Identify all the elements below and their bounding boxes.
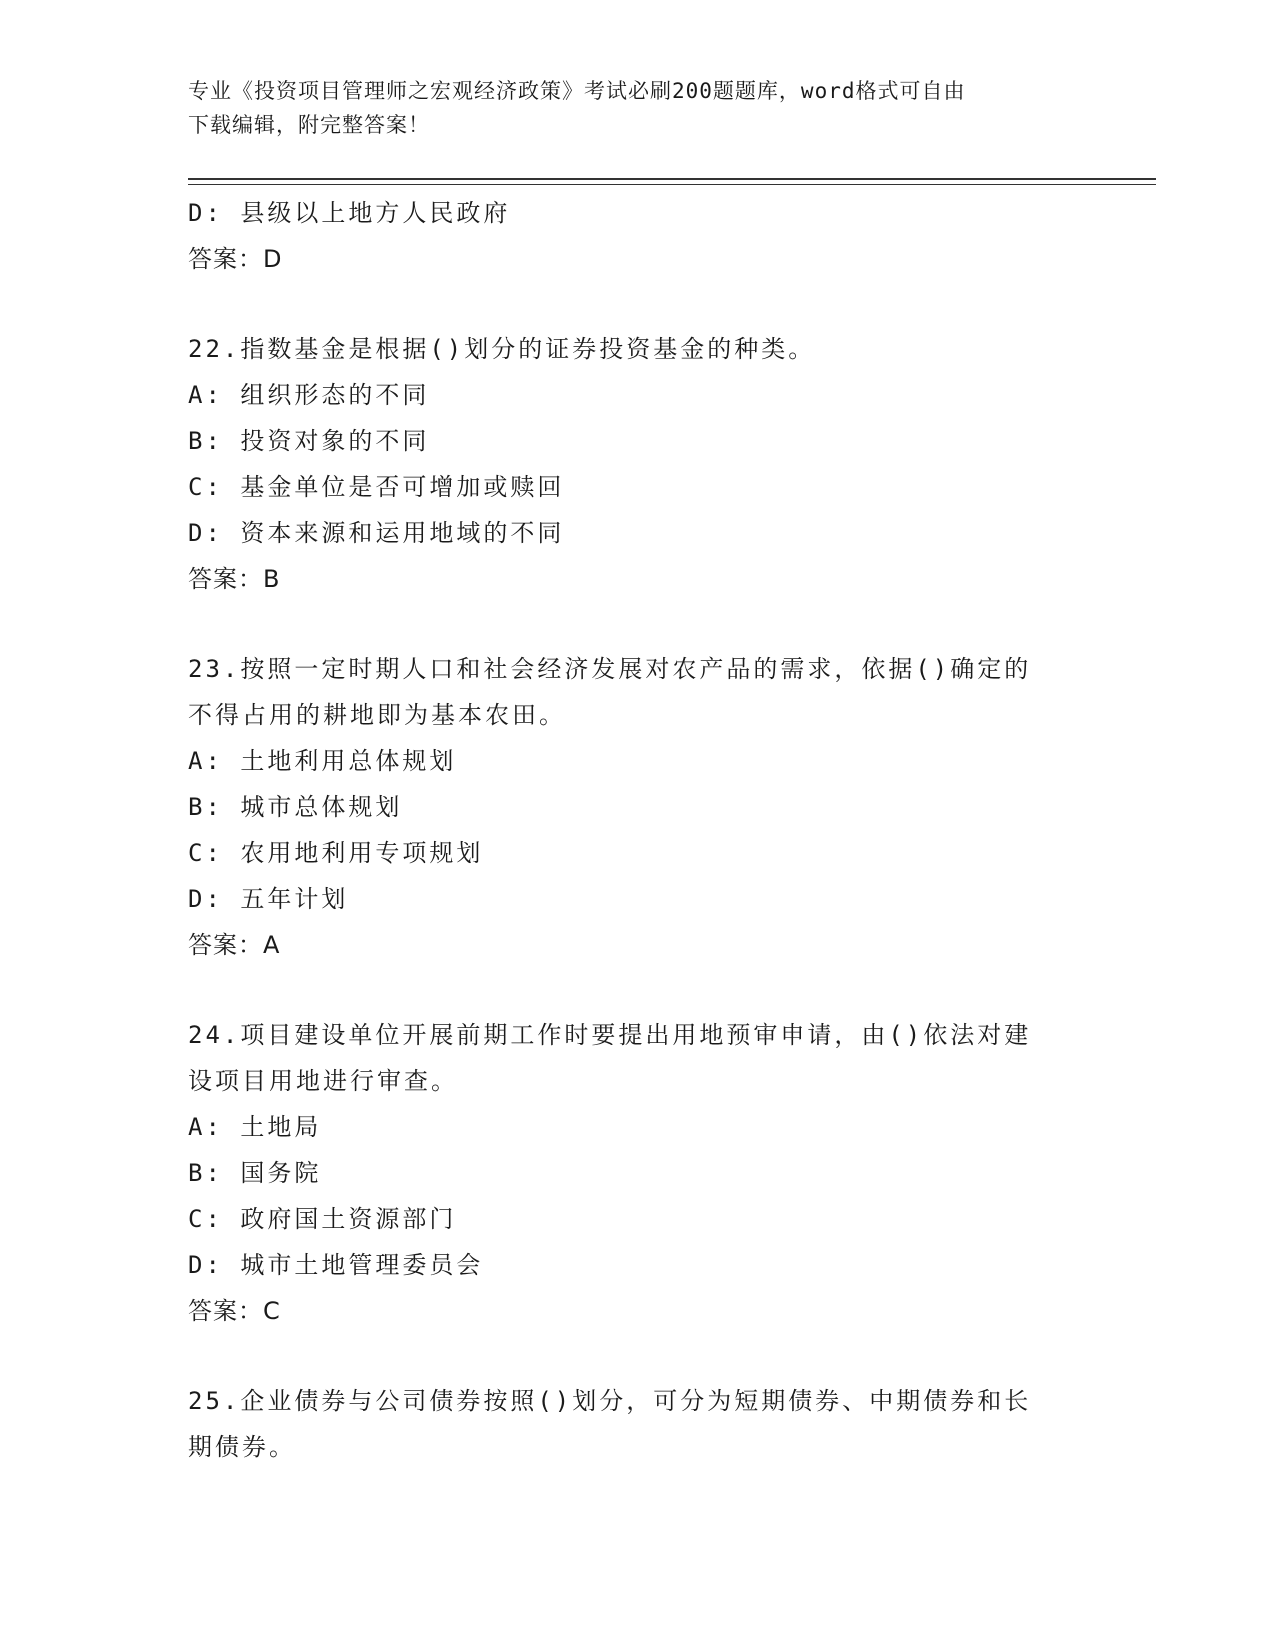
question-spacer bbox=[188, 968, 1088, 1012]
header-divider bbox=[188, 178, 1156, 185]
option-c: C: 基金单位是否可增加或赎回 bbox=[188, 473, 565, 501]
option-a: A: 土地利用总体规划 bbox=[188, 747, 457, 775]
answer: 答案：C bbox=[188, 1297, 281, 1325]
question-stem: 24.项目建设单位开展前期工作时要提出用地预审申请，由()依法对建 bbox=[188, 1021, 1032, 1049]
option-b: B: 投资对象的不同 bbox=[188, 427, 430, 455]
prev-answer: 答案：D bbox=[188, 245, 283, 273]
question-23 bbox=[188, 646, 1088, 968]
question-list bbox=[188, 190, 1088, 1470]
option-b: B: 城市总体规划 bbox=[188, 793, 403, 821]
answer: 答案：A bbox=[188, 931, 281, 959]
question-25 bbox=[188, 1378, 1088, 1470]
option-d: D: 城市土地管理委员会 bbox=[188, 1251, 484, 1279]
option-b: B: 国务院 bbox=[188, 1159, 322, 1187]
prev-option-d: D: 县级以上地方人民政府 bbox=[188, 199, 511, 227]
option-d: D: 五年计划 bbox=[188, 885, 349, 913]
question-stem: 25.企业债券与公司债券按照()划分，可分为短期债券、中期债券和长 bbox=[188, 1387, 1032, 1415]
option-a: A: 组织形态的不同 bbox=[188, 381, 430, 409]
question-stem-continued: 设项目用地进行审查。 bbox=[188, 1067, 458, 1095]
option-a: A: 土地局 bbox=[188, 1113, 322, 1141]
header-title-line-2: 下载编辑，附完整答案！ bbox=[188, 113, 430, 137]
header-title-line-1: 专业《投资项目管理师之宏观经济政策》考试必刷200题题库，word格式可自由 bbox=[188, 79, 966, 103]
document-header bbox=[188, 74, 1068, 142]
option-d: D: 资本来源和运用地域的不同 bbox=[188, 519, 565, 547]
question-stem-continued: 不得占用的耕地即为基本农田。 bbox=[188, 701, 566, 729]
question-22 bbox=[188, 326, 1088, 602]
question-stem-continued: 期债券。 bbox=[188, 1433, 296, 1461]
question-spacer bbox=[188, 1334, 1088, 1378]
option-c: C: 政府国土资源部门 bbox=[188, 1205, 457, 1233]
answer: 答案：B bbox=[188, 565, 281, 593]
question-stem: 22.指数基金是根据()划分的证券投资基金的种类。 bbox=[188, 335, 816, 363]
option-c: C: 农用地利用专项规划 bbox=[188, 839, 484, 867]
question-spacer bbox=[188, 282, 1088, 326]
question-24 bbox=[188, 1012, 1088, 1334]
question-stem: 23.按照一定时期人口和社会经济发展对农产品的需求，依据()确定的 bbox=[188, 655, 1032, 683]
question-spacer bbox=[188, 602, 1088, 646]
